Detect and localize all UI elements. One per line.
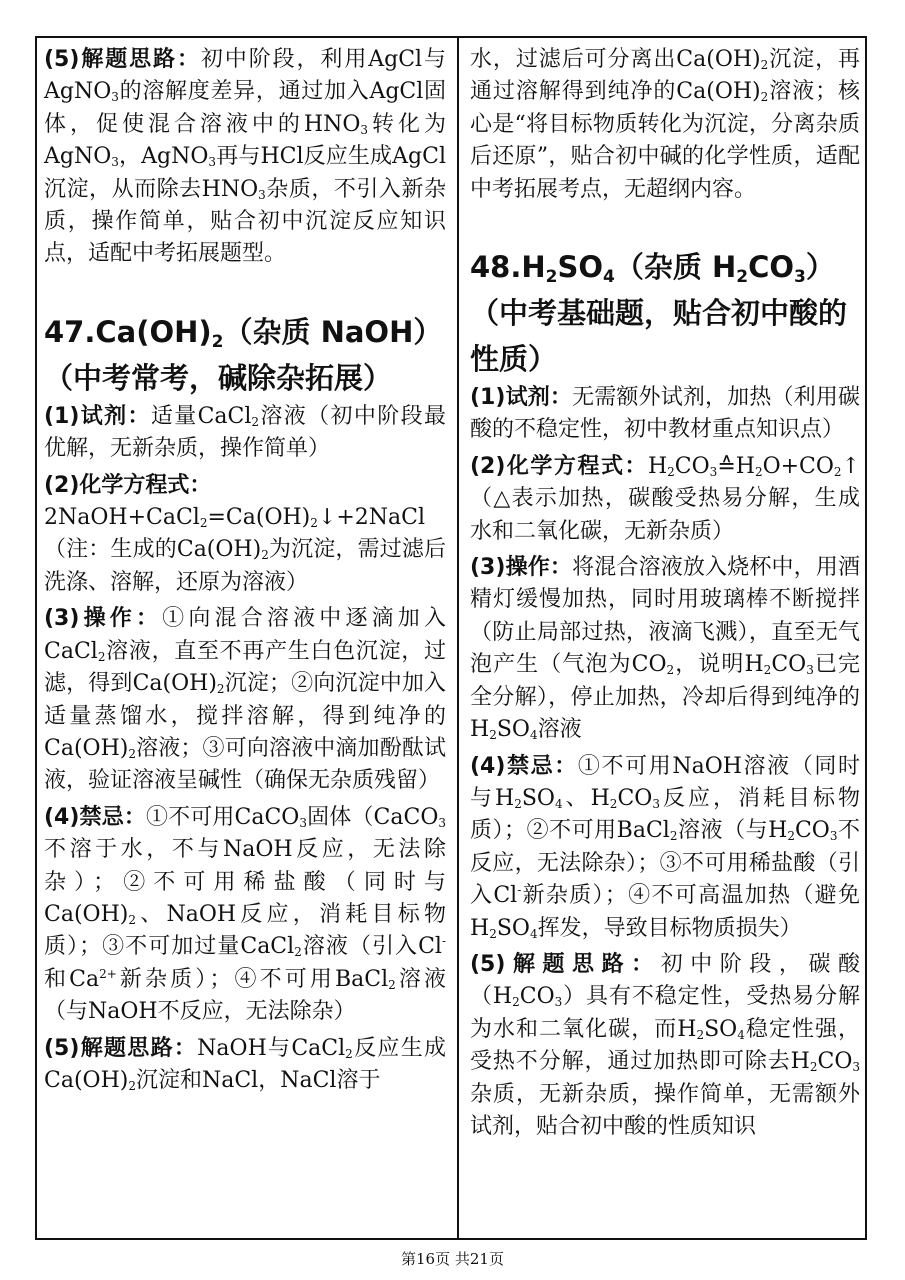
- step-label: (1)试剂：: [470, 385, 573, 411]
- step-label: (5)解题思路：: [470, 951, 661, 977]
- step-label: (1)试剂：: [44, 403, 151, 429]
- s48-step5: (5)解题思路：初中阶段，碳酸$(H_2CO_3)$具有不稳定性，受热易分解为水和二氧化碳，而$H_2SO_4$稳定性强，受热不分解，通过加热即可除去$H_2CO_3$杂质，无新杂质，操作简单，无需额外试剂，贴合初中酸的性质知识: [470, 951, 860, 1139]
- column-divider: [457, 36, 459, 1240]
- s47-step1: (1)试剂：适量CaCl$_2$溶液（初中阶段最优解，无新杂质，操作简单）: [44, 403, 446, 462]
- step-label: (5)解题思路：: [44, 47, 201, 72]
- s48-step3: (3)操作：将混合溶液放入烧杯中，用酒精灯缓慢加热，同时用玻璃棒不断搅拌（防止局部过热，液滴飞溅），直至无气泡产生（气泡为$CO_2$，说明$H_2CO_3$已完全分解），停止加热，冷却后得到纯净的$H_2SO_4$溶液: [470, 555, 861, 743]
- s47-step5: (5)解题思路：NaOH与CaCl$_2$反应生成$Ca(OH)_2$沉淀和NaCl，NaCl溶于: [44, 1035, 446, 1093]
- page-number-footer: 第16页 共21页: [401, 1250, 504, 1268]
- right-column: [470, 44, 860, 1143]
- section-48-title: $48.H_2SO_4$（杂质 $H_2CO_3$）（中考基础题，贴合初中酸的性质）: [470, 250, 848, 377]
- step-label: (2)化学方程式：: [470, 453, 648, 479]
- s47-step2: (2)化学方程式： $2NaOH+CaCl_2=Ca(OH)_2↓+2NaCl$（注：生成的$Ca(OH)_2$为沉淀，需过滤后洗涤、溶解，还原为溶液）: [44, 472, 446, 595]
- s48-step2: (2)化学方程式：$H_2CO_3≙H_2O+CO_2↑(\triangle$表示加热，碳酸受热易分解，生成水和二氧化碳，无新杂质）: [470, 453, 860, 544]
- s47-step4: (4)禁忌：①不可用CaCO$_3$固体（CaCO$_3$不溶于水，不与NaOH反应，无法除杂）；②不可用稀盐酸（同时与$Ca(OH)_2$、NaOH反应，消耗目标物质）；③不可加过量CaCl$_2$溶液（引入Cl-和$Ca^{2+}$新杂质）；④不可用BaCl$_2$溶液（与NaOH不反应，无法除杂）: [44, 804, 447, 1025]
- s48-step4: (4)禁忌：①不可用NaOH溶液（同时与$H_2SO_4$、$H_2CO_3$反应，消耗目标物质）；②不可用BaCl$_2$溶液（与$H_2CO_3$不反应，无法除杂）；③不可用稀盐酸（引入Cl-新杂质）；④不可高温加热（避免$H_2SO_4$挥发，导致目标物质损失）: [470, 753, 860, 941]
- s48-step1: (1)试剂：无需额外试剂，加热（利用碳酸的不稳定性，初中教材重点知识点）: [470, 385, 860, 443]
- s47-step5-continued: 水，过滤后可分离出$Ca(OH)_2$沉淀，再通过溶解得到纯净的$Ca(OH)_2$溶液；核心是“将目标物质转化为沉淀，分离杂质后还原”，贴合初中碱的化学性质，适配中考拓展考点，无超纲内容。: [470, 47, 860, 202]
- step-label: (4)禁忌：: [44, 804, 146, 830]
- step-label: (2)化学方程式：: [44, 472, 212, 498]
- section-47-title: $47.Ca(OH)_2$（杂质 NaOH） （中考常考，碱除杂拓展）: [44, 314, 443, 395]
- step-label: (4)禁忌：: [470, 753, 578, 779]
- step-label: (3)操作：: [470, 555, 573, 581]
- step-label: (3)操作：: [44, 606, 163, 632]
- s47-step3: (3)操作：①向混合溶液中逐滴加入CaCl$_2$溶液，直至不再产生白色沉淀，过滤，得到$Ca(OH)_2$沉淀；②向沉淀中加入适量蒸馏水，搅拌溶解，得到纯净的$Ca(OH)_2$溶液；③可向溶液中滴加酚酞试液，验证溶液呈碱性（确保无杂质残留）: [44, 606, 446, 794]
- step-label: (5)解题思路：: [44, 1035, 198, 1061]
- left-column: [44, 44, 446, 1097]
- s46-step5: (5)解题思路：初中阶段，利用AgCl与AgNO$_3$的溶解度差异，通过加入AgCl固体，促使混合溶液中的$HNO_3$转化为AgNO$_3$，AgNO$_3$再与HCl反应生成AgCl沉淀，从而除去$HNO_3$杂质，不引入新杂质，操作简单，贴合初中沉淀反应知识点，适配中考拓展题型。: [44, 47, 446, 267]
